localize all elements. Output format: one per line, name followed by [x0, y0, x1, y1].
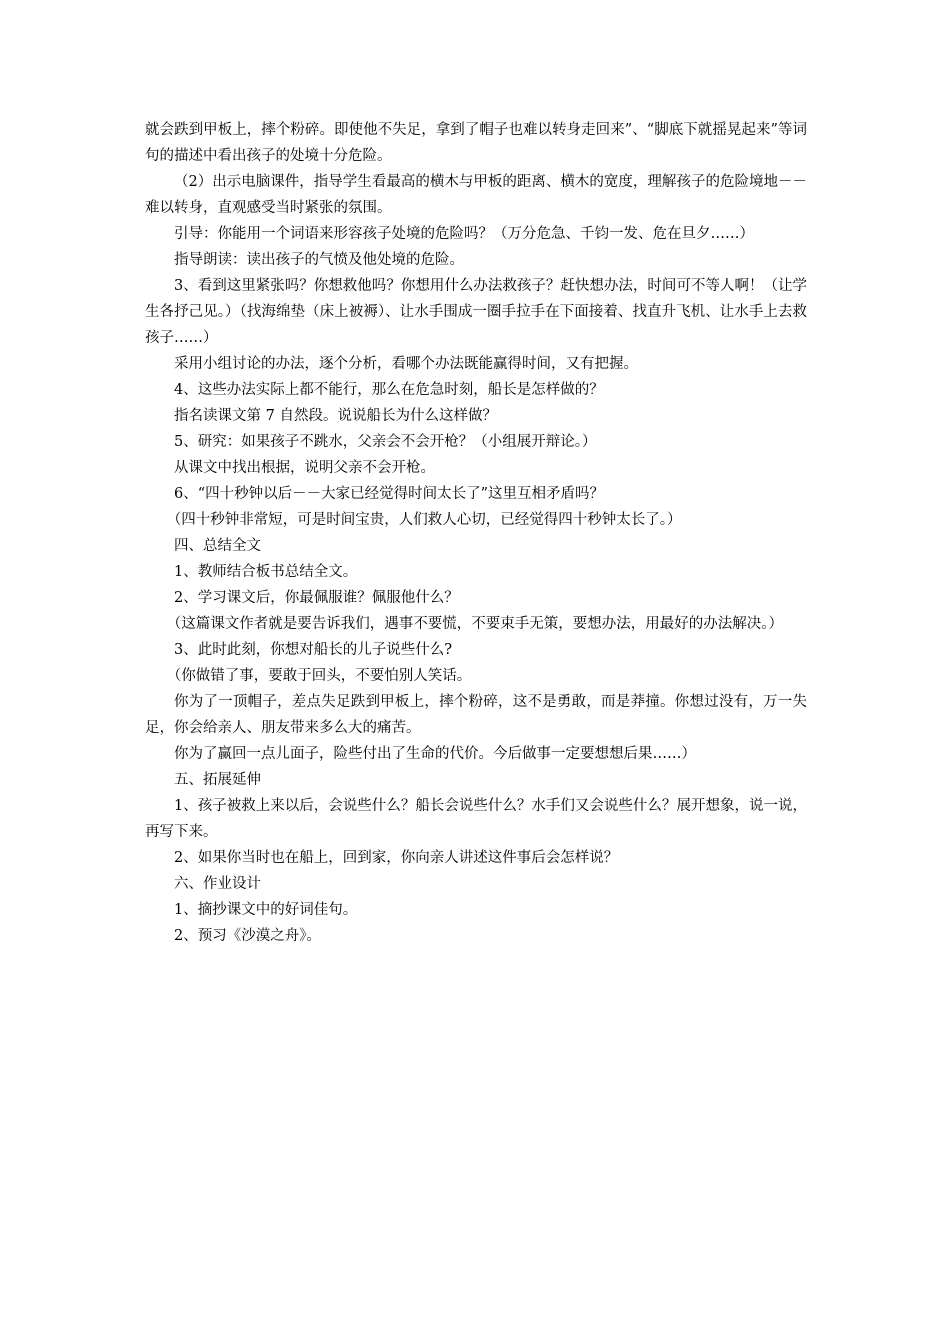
paragraph: 指名读课文第 7 自然段。说说船长为什么这样做？	[174, 408, 497, 424]
paragraph: 采用小组讨论的办法，逐个分析，看哪个办法既能赢得时间，又有把握。	[174, 356, 638, 372]
paragraph: 1、孩子被救上来以后，会说些什么？船长会说些什么？水手们又会说些什么？展开想象，说一说，再写下来。	[145, 798, 807, 840]
paragraph: 指导朗读：读出孩子的气愤及他处境的危险。	[174, 252, 464, 268]
paragraph: 2、预习《沙漠之舟》。	[174, 928, 321, 944]
section-heading: 四、总结全文	[174, 538, 261, 554]
document-page	[145, 117, 807, 949]
paragraph: 5、研究：如果孩子不跳水，父亲会不会开枪？（小组展开辩论。）	[174, 434, 597, 450]
paragraph: 就会跌到甲板上，摔个粉碎。即使他不失足，拿到了帽子也难以转身走回来”、“脚底下就摇晃起来”等词句的描述中看出孩子的处境十分危险。	[145, 122, 807, 164]
paragraph: 4、这些办法实际上都不能行，那么在危急时刻，船长是怎样做的？	[174, 382, 604, 398]
paragraph: 3、此时此刻，你想对船长的儿子说些什么?	[174, 642, 452, 658]
paragraph: 1、摘抄课文中的好词佳句。	[174, 902, 358, 918]
paragraph: 从课文中找出根据，说明父亲不会开枪。	[174, 460, 435, 476]
paragraph: 2、如果你当时也在船上，回到家，你向亲人讲述这件事后会怎样说？	[174, 850, 619, 866]
paragraph: 你为了一顶帽子，差点失足跌到甲板上，摔个粉碎，这不是勇敢，而是莽撞。你想过没有，万一失足，你会给亲人、朋友带来多么大的痛苦。	[145, 694, 807, 736]
paragraph: （2）出示电脑课件，指导学生看最高的横木与甲板的距离、横木的宽度，理解孩子的危险境地－－难以转身，直观感受当时紧张的氛围。	[145, 174, 807, 216]
paragraph: 2、学习课文后，你最佩服谁？佩服他什么？	[174, 590, 459, 606]
paragraph: 6、“四十秒钟以后－－大家已经觉得时间太长了”这里互相矛盾吗？	[174, 486, 605, 502]
paragraph: （这篇课文作者就是要告诉我们，遇事不要慌，不要束手无策，要想办法，用最好的办法解决。）	[166, 616, 783, 632]
paragraph: （你做错了事，要敢于回头，不要怕别人笑话。	[166, 668, 472, 684]
paragraph: 1、教师结合板书总结全文。	[174, 564, 358, 580]
paragraph: 你为了赢回一点儿面子，险些付出了生命的代价。今后做事一定要想想后果……）	[174, 746, 696, 762]
section-heading: 五、拓展延伸	[174, 772, 261, 788]
paragraph: （四十秒钟非常短，可是时间宝贵，人们救人心切，已经觉得四十秒钟太长了。）	[166, 512, 682, 528]
section-heading: 六、作业设计	[174, 876, 261, 892]
paragraph: 引导：你能用一个词语来形容孩子处境的危险吗？（万分危急、千钧一发、危在旦夕……）	[174, 226, 754, 242]
paragraph: 3、看到这里紧张吗？你想救他吗？你想用什么办法救孩子？赶快想办法，时间可不等人啊！（让学生各抒己见。）（找海绵垫（床上被褥）、让水手围成一圈手拉手在下面接着、找直升飞机、让水手上去救孩子……）	[145, 278, 807, 346]
